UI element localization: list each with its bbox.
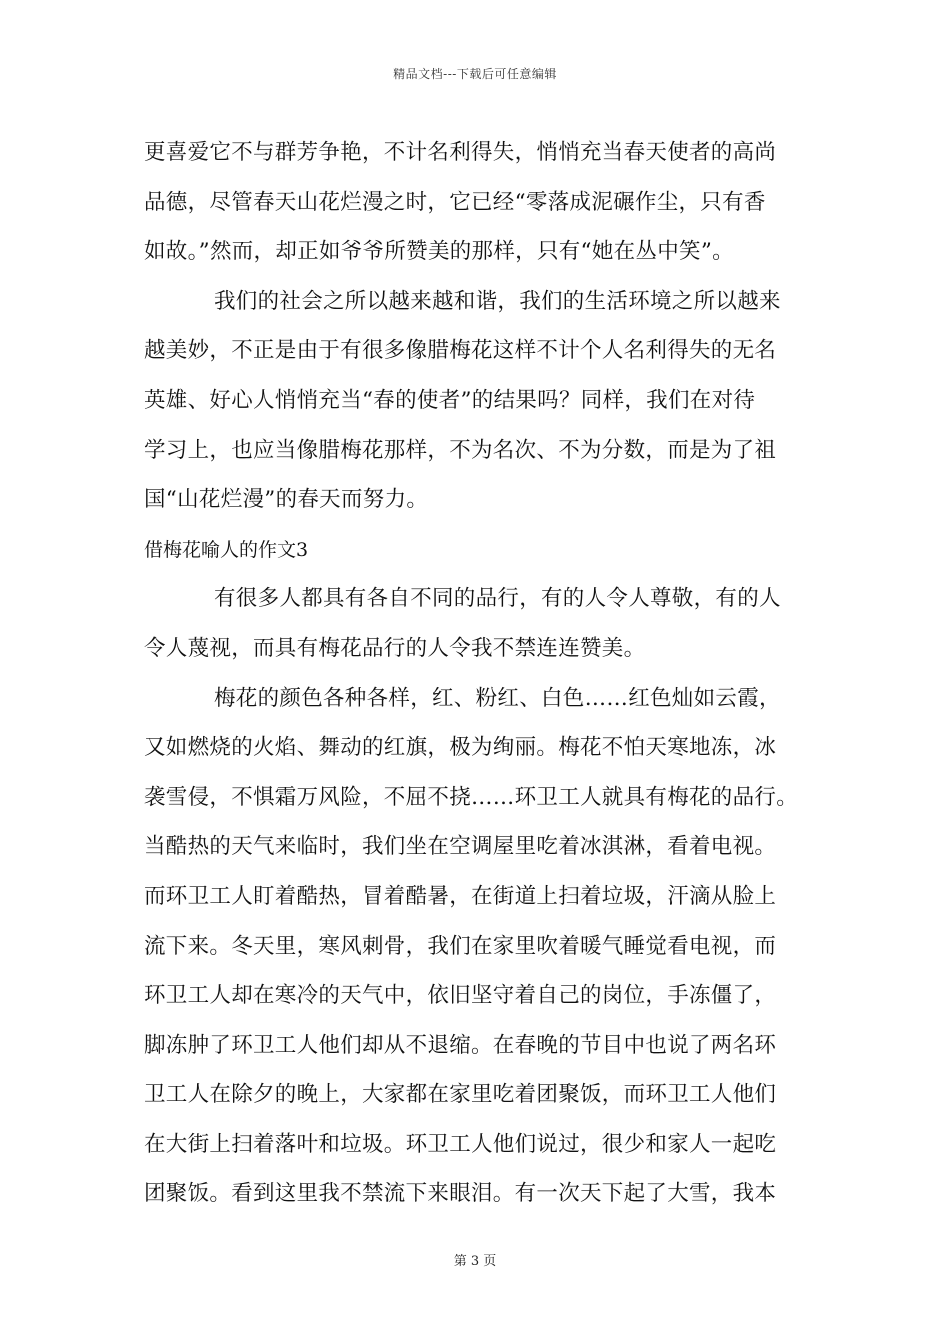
text-line: 流下来。冬天里，寒风刺骨，我们在家里吹着暖气睡觉看电视，而: [144, 933, 777, 959]
text-line: 更喜爱它不与群芳争艳，不计名利得失，悄悄充当春天使者的高尚: [144, 140, 777, 165]
text-line: 袭雪侵，不惧霜万风险，不屈不挠……环卫工人就具有梅花的品行。: [144, 784, 799, 810]
text-line: 脚冻肿了环卫工人他们却从不退缩。在春晚的节目中也说了两名环: [144, 1032, 777, 1058]
paragraph-start-line: 我们的社会之所以越来越和谐，我们的生活环境之所以越来: [214, 288, 781, 314]
text-line: 品德，尽管春天山花烂漫之时，它已经“零落成泥碾作尘，只有香: [144, 189, 766, 215]
text-line: 卫工人在除夕的晚上，大家都在家里吃着团聚饭，而环卫工人他们: [144, 1082, 777, 1108]
paragraph-start-line: 梅花的颜色各种各样，红、粉红、白色……红色灿如云霞，: [214, 685, 781, 711]
document-body: [144, 133, 824, 1224]
text-line: 令人蔑视，而具有梅花品行的人令我不禁连连赞美。: [144, 635, 646, 661]
page-header: 精品文档---下载后可任意编辑: [393, 67, 557, 81]
text-line: 又如燃烧的火焰、舞动的红旗，极为绚丽。梅花不怕天寒地冻，冰: [144, 735, 777, 761]
text-line: 而环卫工人盯着酷热，冒着酷暑，在街道上扫着垃圾，汗滴从脸上: [144, 883, 777, 909]
paragraph-start-line: 有很多人都具有各自不同的品行，有的人令人尊敬，有的人: [214, 586, 781, 612]
text-line: 越美妙，不正是由于有很多像腊梅花这样不计个人名利得失的无名: [144, 338, 777, 364]
page-number: 第 3 页: [453, 1254, 497, 1269]
text-line: 英雄、好心人悄悄充当“春的使者”的结果吗？同样，我们在对待: [144, 387, 756, 413]
section-heading: 借梅花喻人的作文3: [144, 538, 309, 561]
text-line: 当酷热的天气来临时，我们坐在空调屋里吃着冰淇淋，看着电视。: [144, 834, 777, 860]
text-line: 国“山花烂漫”的春天而努力。: [144, 487, 429, 513]
text-line: 学习上，也应当像腊梅花那样，不为名次、不为分数，而是为了祖: [144, 437, 777, 463]
text-line: 如故。”然而，却正如爷爷所赞美的那样，只有“她在丛中笑”。: [144, 239, 734, 265]
text-line: 团聚饭。看到这里我不禁流下来眼泪。有一次天下起了大雪，我本: [144, 1181, 777, 1207]
text-line: 环卫工人却在寒冷的天气中，依旧坚守着自己的岗位，手冻僵了，: [144, 983, 777, 1009]
text-line: 在大街上扫着落叶和垃圾。环卫工人他们说过，很少和家人一起吃: [144, 1131, 777, 1157]
